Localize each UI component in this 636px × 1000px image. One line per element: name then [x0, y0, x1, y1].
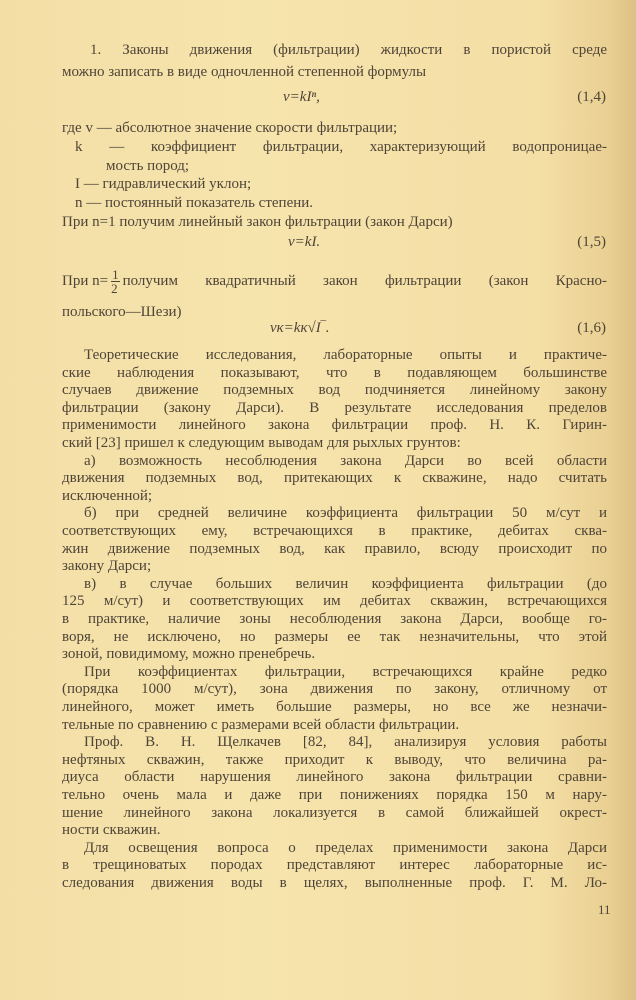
fraction-denominator: 2	[111, 280, 118, 296]
equation-number: (1,6)	[577, 320, 606, 336]
text-line: следования движения воды в щелях, выполненные проф. Г. М. Ло-	[62, 875, 607, 891]
text-line: б) при средней величине коэффициента фильтрации 50 м/сут и	[84, 505, 607, 522]
text-line: При n=1 получим линейный закон фильтрации (закон Дарси)	[62, 214, 453, 230]
definition-line: k — коэффициент фильтрации, характеризующий водопроницае-	[75, 139, 607, 155]
text-line: закону Дарси;	[62, 558, 152, 575]
text-line: ский [23] пришел к следующим выводам для рыхлых грунтов:	[62, 435, 461, 451]
text-line: можно записать в виде одночленной степенной формулы	[62, 64, 427, 80]
text-line: в практике, наличие зоны несоблюдения закона Дарси, вообще го-	[62, 611, 607, 627]
fraction	[111, 268, 120, 295]
text-line: диуса области нарушения линейного закона фильтрации сравни-	[62, 769, 607, 786]
text-line: Теоретические исследования, лабораторные опыты и практиче-	[84, 347, 607, 363]
definition-line: n — постоянный показатель степени.	[75, 195, 314, 211]
text-line: 125 м/сут) и соответствующих им дебитах скважин, встречающихся	[62, 593, 607, 610]
fraction-numerator: 1	[112, 266, 119, 282]
text-line: воря, не исключено, но размеры ее так незначительны, что этой	[62, 628, 607, 645]
text-segment: При n=	[62, 273, 109, 289]
text-line: случаев движение подземных вод подчиняется линейному закону	[62, 382, 607, 399]
equation-formula: v=kIⁿ,	[283, 89, 320, 105]
text-line: польского—Шези)	[62, 304, 182, 320]
text-line: При коэффициентах фильтрации, встречающихся крайне редко	[84, 663, 607, 680]
text-line: Проф. В. Н. Щелкачев [82, 84], анализируя условия работы	[84, 734, 607, 751]
equation-formula: v=kI.	[288, 234, 321, 250]
text-line: нефтяных скважин, также приходит к выводу, что величина ра-	[62, 751, 607, 768]
page-number: 11	[598, 902, 611, 917]
definition-line: мость пород;	[106, 158, 190, 174]
text-line: применимости линейного закона фильтрации проф. Н. К. Гирин-	[62, 417, 607, 434]
text-line: шение линейного закона локализуется в самой ближайшей окрест-	[62, 804, 607, 821]
equation-number: (1,5)	[577, 234, 606, 250]
definition-line: I — гидравлический уклон;	[75, 176, 252, 192]
text-line: ские наблюдения показывают, что в подавляющем большинстве	[62, 364, 607, 381]
text-line: исключенной;	[62, 487, 153, 504]
text-line: а) возможность несоблюдения закона Дарси во всей области	[84, 452, 607, 469]
text-segment: получим квадратичный закон фильтрации (закон Красно-	[122, 273, 607, 289]
text-line: тельные по сравнению с размерами всей области фильтрации.	[62, 716, 460, 733]
text-line: ности скважин.	[62, 822, 161, 839]
text-line: жин движение подземных вод, как правило, всюду происходит по	[62, 540, 607, 557]
text-line: в трещиноватых породах представляют интерес лабораторные ис-	[62, 857, 607, 874]
text-line: линейного, может иметь большие размеры, но все же незначи-	[62, 699, 607, 715]
text-line: соответствующих ему, встречающихся в практике, дебитах сква-	[62, 523, 607, 539]
text-line-fraction	[62, 266, 607, 296]
text-line: в) в случае больших величин коэффициента фильтрации (до	[84, 575, 607, 592]
equation-formula: vк=kк√I‾.	[270, 320, 330, 336]
text-line: зоной, повидимому, можно пренебречь.	[62, 646, 316, 663]
equation-number: (1,4)	[577, 89, 606, 105]
text-line: тельно очень мала и даже при понижениях порядка 150 м нару-	[62, 787, 607, 803]
text-line: движения подземных вод, притекающих к скважине, надо считать	[62, 470, 607, 487]
text-line: (порядка 1000 м/сут), зона движения по закону, отличному от	[62, 681, 607, 698]
text-line: фильтрации (закону Дарси). В результате исследования пределов	[62, 399, 607, 416]
text-line: Для освещения вопроса о пределах применимости закона Дарси	[84, 839, 607, 856]
definition-line: где v — абсолютное значение скорости фильтрации;	[62, 120, 398, 136]
text-line: 1. Законы движения (фильтрации) жидкости в пористой среде	[90, 42, 607, 58]
